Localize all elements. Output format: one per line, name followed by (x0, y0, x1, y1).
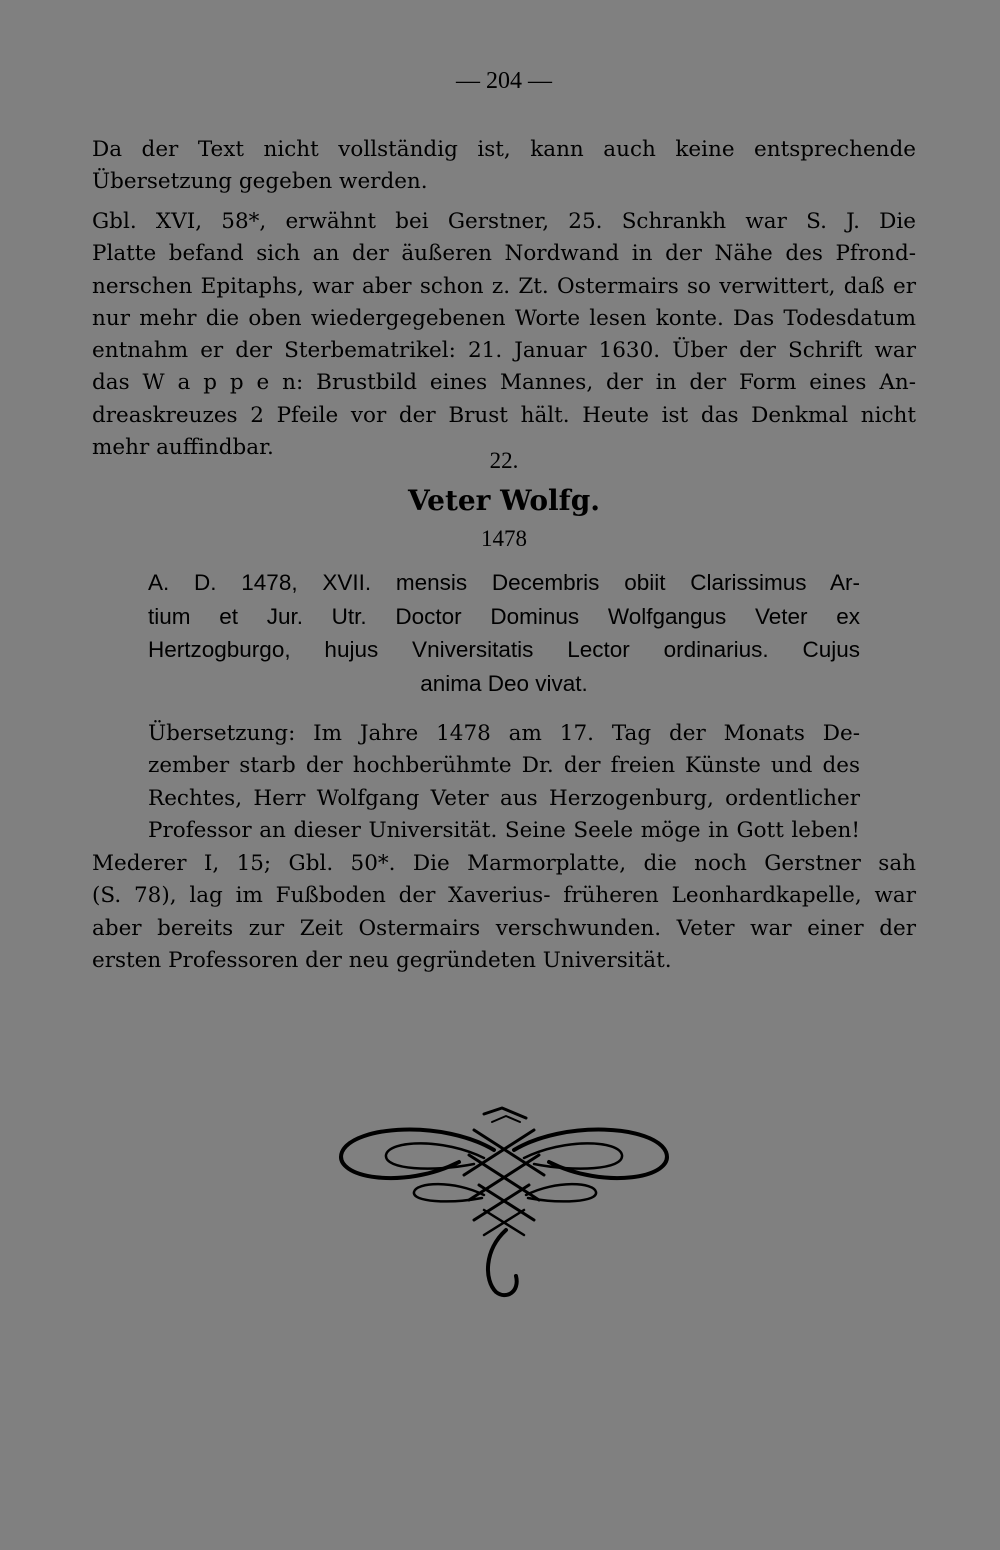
inscription-line: anima Deo vivat. (420, 670, 588, 696)
translation-paragraph (148, 718, 860, 847)
text-line: Platte befand sich an der äußeren Nordwand in der Nähe des Pfrond- (92, 241, 916, 267)
calligraphic-flourish-icon (334, 1100, 674, 1300)
latin-inscription (148, 566, 860, 700)
text-line: das W a p p e n: Brustbild eines Mannes, der in der Form eines An- (92, 370, 916, 396)
text-line: ersten Professoren der neu gegründeten Universität. (92, 947, 672, 973)
text-line: Da der Text nicht vollständig ist, kann auch keine entsprechende (92, 137, 916, 162)
text-line: zember starb der hochberühmte Dr. der freien Künste und des (148, 753, 860, 779)
text-line: Gbl. XVI, 58*, erwähnt bei Gerstner, 25. Schrankh war S. J. Die (92, 209, 916, 234)
entry-title: Veter Wolfg. (407, 484, 601, 517)
text-line: mehr auffindbar. (92, 435, 274, 461)
text-line: Rechtes, Herr Wolfgang Veter aus Herzogenburg, ordentlicher (148, 785, 860, 811)
text-line: Übersetzung: Im Jahre 1478 am 17. Tag der Monats De- (148, 721, 860, 746)
text-line: entnahm er der Sterbematrikel: 21. Januar 1630. Über der Schrift war (92, 338, 916, 364)
intro-paragraph (92, 134, 916, 199)
text-line: dreaskreuzes 2 Pfeile vor der Brust hält. Heute ist das Denkmal nicht (92, 402, 916, 428)
text-line: (S. 78), lag im Fußboden der Xaverius- früheren Leonhardkapelle, war (92, 883, 916, 909)
text-line: nur mehr die oben wiedergegebenen Worte lesen konte. Das Todesdatum (92, 305, 916, 331)
text-line: Mederer I, 15; Gbl. 50*. Die Marmorplatte, die noch Gerstner sah (92, 851, 916, 876)
inscription-line: Hertzogburgo, hujus Vniversitatis Lector ordinarius. Cujus (148, 637, 860, 662)
entry-number: 22. (489, 448, 519, 473)
inscription-line: tium et Jur. Utr. Doctor Dominus Wolfgangus Veter ex (148, 603, 860, 629)
page-number: — 204 — (456, 68, 552, 94)
source-paragraph (92, 848, 916, 977)
text-line: Professor an dieser Universität. Seine Seele möge in Gott leben! (148, 817, 860, 843)
text-line: Übersetzung gegeben werden. (92, 169, 428, 195)
text-line: nerschen Epitaphs, war aber schon z. Zt. Ostermairs so verwittert, daß er (92, 273, 916, 299)
entry-year: 1478 (481, 526, 527, 551)
commentary-paragraph (92, 206, 916, 464)
text-line: aber bereits zur Zeit Ostermairs verschwunden. Veter war einer der (92, 915, 916, 941)
book-page (92, 0, 916, 1550)
inscription-line: A. D. 1478, XVII. mensis Decembris obiit Clarissimus Ar- (148, 570, 860, 595)
